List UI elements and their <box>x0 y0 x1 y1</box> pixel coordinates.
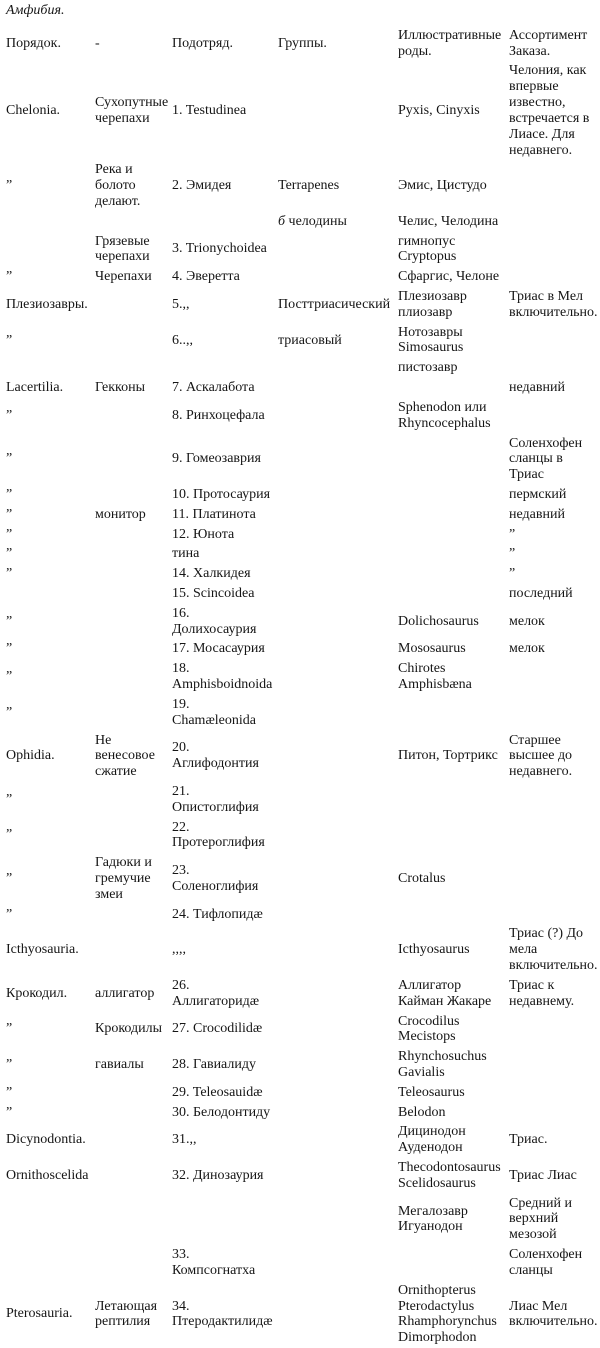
table-row <box>6 564 600 584</box>
table-cell <box>398 564 509 584</box>
table-row <box>6 378 600 398</box>
table-cell <box>398 782 509 818</box>
table-cell: Лиас Мел включительно. <box>509 1298 598 1330</box>
table-cell: ” <box>6 1057 13 1073</box>
table-cell: 8. Ринхоцефала <box>172 407 265 423</box>
column-header: Ассортимент Заказа. <box>509 27 588 59</box>
table-cell: Pterosauria. <box>6 1306 73 1322</box>
table-cell: недавний <box>509 380 565 396</box>
table-cell <box>6 212 95 232</box>
table-cell <box>278 1012 398 1048</box>
table-cell: пистозавр <box>398 360 458 376</box>
table-cell <box>95 525 172 545</box>
table-cell <box>95 485 172 505</box>
table-cell: монитор <box>95 506 146 522</box>
table-row <box>6 160 600 211</box>
table-cell: 5.,, <box>172 296 190 312</box>
table-cell: 29. Teleosauidæ <box>172 1084 263 1100</box>
table-cell <box>278 1083 398 1103</box>
table-cell <box>398 525 509 545</box>
table-cell <box>278 434 398 485</box>
table-cell <box>509 695 600 731</box>
table-cell: мелок <box>509 641 545 657</box>
table-cell <box>95 323 172 359</box>
table-cell: мелок <box>509 613 545 629</box>
table-cell: Гекконы <box>95 380 146 396</box>
table-cell: ” <box>6 546 13 562</box>
table-cell: аллигатор <box>95 985 155 1001</box>
table-cell: 30. Белодонтиду <box>172 1104 271 1120</box>
table-cell: 16. Долихосаурия <box>172 605 257 637</box>
table-cell <box>509 1083 600 1103</box>
table-cell: 4. Эверетта <box>172 269 240 285</box>
table-cell: Челония, как впервые известно, встречается в Лиасе. Для недавнего. <box>509 63 590 158</box>
column-header: Подотряд. <box>172 35 233 51</box>
table-cell: ” <box>509 566 516 582</box>
table-cell: Belodon <box>398 1104 446 1120</box>
table-cell: 17. Мосасаурия <box>172 641 265 657</box>
table-cell: 19. Chamæleonida <box>172 696 256 728</box>
table-cell <box>6 584 95 604</box>
table-cell <box>278 782 398 818</box>
table-cell: Триас (?) До мела включительно. <box>509 926 598 974</box>
table-row <box>6 782 600 818</box>
table-cell <box>172 358 278 378</box>
table-cell <box>278 639 398 659</box>
table-row <box>6 584 600 604</box>
table-cell: Icthyosaurus <box>398 942 470 958</box>
table-cell <box>95 584 172 604</box>
table-row <box>6 398 600 434</box>
table-cell: Thecodontosaurus Scelidosaurus <box>398 1160 501 1191</box>
table-cell: Ophidia. <box>6 748 55 764</box>
table-cell <box>278 1047 398 1083</box>
table-cell: ” <box>6 906 13 922</box>
table-cell: Дицинодон Ауденодон <box>398 1124 466 1156</box>
table-cell: Гадюки и гремучие змеи <box>95 855 152 902</box>
table-cell: 28. Гавиалиду <box>172 1057 256 1073</box>
table-cell <box>172 1194 278 1245</box>
table-cell: ” <box>509 526 516 542</box>
table-cell: ” <box>6 1104 13 1120</box>
table-cell <box>278 905 398 925</box>
table-cell <box>509 212 600 232</box>
table-cell <box>278 232 398 268</box>
table-cell: ” <box>6 1021 13 1037</box>
table-cell <box>278 924 398 975</box>
table-cell <box>95 1122 172 1158</box>
table-cell <box>278 604 398 640</box>
table-cell: Не венесовое сжатие <box>95 732 155 780</box>
table-cell <box>278 1103 398 1123</box>
table-cell: 21. Опистоглифия <box>172 783 259 815</box>
table-cell <box>509 659 600 695</box>
column-header: - <box>95 35 100 51</box>
table-row <box>6 505 600 525</box>
table-cell: Chirotes Amphisbæna <box>398 661 472 693</box>
table-cell: Эмис, Цистудо <box>398 178 487 194</box>
table-row <box>6 358 600 378</box>
table-cell <box>278 1281 398 1348</box>
table-cell: Teleosaurus <box>398 1084 465 1100</box>
table-cell: Ornithopterus Pterodactylus Rhamphorynchus Dimorphodon <box>398 1282 497 1346</box>
table-cell: 7. Аскалабота <box>172 380 255 396</box>
table-cell <box>95 1083 172 1103</box>
table-cell <box>278 544 398 564</box>
table-cell <box>278 61 398 160</box>
table-cell <box>95 398 172 434</box>
table-cell: Pyxis, Cinyxis <box>398 102 480 118</box>
table-row <box>6 1103 600 1123</box>
table-cell: Триас к недавнему. <box>509 977 575 1009</box>
table-cell: гавиалы <box>95 1057 144 1073</box>
table-cell: ” <box>6 269 13 285</box>
table-cell <box>398 1245 509 1281</box>
table-cell: недавний <box>509 506 565 522</box>
table-cell <box>278 1158 398 1194</box>
table-cell <box>278 1245 398 1281</box>
table-cell <box>95 695 172 731</box>
table-cell <box>278 1122 398 1158</box>
classification-table <box>6 26 600 1348</box>
table-cell: Триас. <box>509 1132 548 1148</box>
table-cell <box>278 1194 398 1245</box>
table-cell <box>95 1103 172 1123</box>
table-row <box>6 61 600 160</box>
table-cell <box>278 525 398 545</box>
table-cell <box>6 1245 95 1281</box>
table-cell: ” <box>6 566 13 582</box>
table-cell: ” <box>6 613 13 629</box>
table-cell <box>95 1245 172 1281</box>
table-cell: ,,,, <box>172 942 186 958</box>
table-cell <box>95 659 172 695</box>
table-cell <box>278 564 398 584</box>
table-cell: ” <box>6 486 13 502</box>
table-cell <box>278 818 398 854</box>
table-cell <box>509 267 600 287</box>
table-cell: Нотозавры Simosaurus <box>398 324 464 356</box>
table-cell: 22. Протероглифия <box>172 819 265 851</box>
table-cell: 18. Amphisboidnoida <box>172 661 273 693</box>
table-cell <box>95 1158 172 1194</box>
table-cell: 11. Платинота <box>172 506 256 522</box>
table-cell <box>278 505 398 525</box>
table-cell: 6..,, <box>172 332 193 348</box>
table-body <box>6 61 600 1348</box>
table-cell: Питон, Тортрикс <box>398 748 498 764</box>
table-cell: б челодины <box>278 213 347 229</box>
table-cell <box>398 544 509 564</box>
table-row <box>6 905 600 925</box>
table-row <box>6 1245 600 1281</box>
table-row <box>6 1012 600 1048</box>
table-cell <box>278 584 398 604</box>
table-cell: 24. Тифлопидæ <box>172 906 263 922</box>
table-row <box>6 818 600 854</box>
column-header: Иллюстративные роды. <box>398 27 502 59</box>
table-cell: Река и болото делают. <box>95 162 141 209</box>
table-cell <box>398 485 509 505</box>
table-cell <box>278 659 398 695</box>
table-cell: ” <box>6 451 13 467</box>
table-row <box>6 1047 600 1083</box>
table-cell: Аллигатор Кайман Жакаре <box>398 977 492 1009</box>
table-cell <box>278 976 398 1012</box>
table-cell <box>398 905 509 925</box>
table-cell <box>95 287 172 323</box>
table-cell <box>509 782 600 818</box>
table-cell: ” <box>6 332 13 348</box>
table-cell: 12. Юнота <box>172 526 235 542</box>
table-header-row <box>6 26 600 62</box>
table-cell: Icthyosauria. <box>6 942 79 958</box>
table-row <box>6 1281 600 1348</box>
table-cell: Chelonia. <box>6 102 61 118</box>
table-cell: Lacertilia. <box>6 380 64 396</box>
table-cell: 15. Scincoidea <box>172 586 255 601</box>
table-cell <box>278 267 398 287</box>
table-cell <box>398 505 509 525</box>
table-cell <box>6 1194 95 1245</box>
table-cell: Крокодил. <box>6 985 68 1001</box>
table-cell: 34. Птеродактилидæ <box>172 1298 273 1330</box>
page-title: Амфибия. <box>6 3 65 18</box>
table-row <box>6 287 600 323</box>
table-cell: Dicynodontia. <box>6 1132 86 1148</box>
table-cell: последний <box>509 586 573 601</box>
table-cell <box>278 731 398 782</box>
table-cell: Сухопутные черепахи <box>95 95 169 126</box>
table-cell <box>172 212 278 232</box>
table-cell: 9. Гомеозаврия <box>172 451 261 467</box>
table-cell: Челис, Челодина <box>398 213 499 229</box>
table-row <box>6 853 600 904</box>
table-cell: Rhynchosuchus Gavialis <box>398 1049 487 1080</box>
table-cell: Mososaurus <box>398 641 466 657</box>
table-cell: Грязевые черепахи <box>95 233 150 265</box>
table-cell: Старшее высшее до недавнего. <box>509 732 573 780</box>
table-cell: триасовый <box>278 332 342 348</box>
table-cell <box>6 358 95 378</box>
table-row <box>6 544 600 564</box>
table-row <box>6 604 600 640</box>
table-cell: 10. Протосаурия <box>172 486 271 502</box>
table-cell: ” <box>6 407 13 423</box>
table-cell <box>509 398 600 434</box>
table-cell <box>95 1194 172 1245</box>
table-row <box>6 1083 600 1103</box>
table-cell: ” <box>6 526 13 542</box>
table-cell: Триас в Мел включительно. <box>509 289 598 320</box>
column-header: Порядок. <box>6 35 61 51</box>
table-row <box>6 485 600 505</box>
table-cell: Соленхофен сланцы в Триас <box>509 435 583 483</box>
table-cell: тина <box>172 546 200 562</box>
table-cell: 33. Компсогнатха <box>172 1247 256 1278</box>
table-cell: Dolichosaurus <box>398 613 479 629</box>
table-cell: ” <box>509 546 516 562</box>
table-cell: Триас Лиас <box>509 1167 577 1183</box>
table-row <box>6 976 600 1012</box>
table-cell: ” <box>6 791 13 807</box>
table-row <box>6 924 600 975</box>
table-cell: ” <box>6 641 13 657</box>
table-cell <box>509 1047 600 1083</box>
table-cell: пермский <box>509 486 567 502</box>
table-row <box>6 639 600 659</box>
table-row <box>6 232 600 268</box>
table-cell: Crocodilus Mecistops <box>398 1013 460 1045</box>
table-cell: 32. Динозаурия <box>172 1167 264 1183</box>
table-cell: Мегалозавр Игуанодон <box>398 1203 468 1235</box>
table-cell <box>278 378 398 398</box>
table-row <box>6 1194 600 1245</box>
table-cell <box>95 818 172 854</box>
table-row <box>6 267 600 287</box>
table-row <box>6 1122 600 1158</box>
table-cell <box>95 358 172 378</box>
table-cell <box>95 434 172 485</box>
table-cell <box>95 639 172 659</box>
table-cell: Средний и верхний мезозой <box>509 1195 572 1243</box>
table-cell: Посттриасический <box>278 296 391 312</box>
table-cell: 26. Аллигаторидæ <box>172 977 260 1009</box>
table-row <box>6 695 600 731</box>
table-row <box>6 525 600 545</box>
table-cell <box>95 604 172 640</box>
table-cell: ” <box>6 1084 13 1100</box>
table-cell <box>278 398 398 434</box>
table-cell: ” <box>6 669 13 685</box>
table-cell: 20. Аглифодонтия <box>172 740 259 772</box>
table-cell <box>509 323 600 359</box>
table-cell: Sphenodon или Rhyncocephalus <box>398 399 491 431</box>
table-cell <box>95 905 172 925</box>
table-row <box>6 323 600 359</box>
table-cell <box>95 782 172 818</box>
table-cell <box>95 544 172 564</box>
table-cell <box>398 378 509 398</box>
table-row <box>6 659 600 695</box>
table-cell: ” <box>6 704 13 720</box>
table-cell: 27. Crocodilidæ <box>172 1021 263 1037</box>
table-row <box>6 212 600 232</box>
table-cell <box>509 1103 600 1123</box>
table-cell <box>95 924 172 975</box>
italic-marker: б <box>278 213 286 229</box>
table-cell: Terrapenes <box>278 178 340 194</box>
table-cell: ” <box>6 827 13 843</box>
table-cell: ” <box>6 871 13 886</box>
table-cell: Ornithoscelida <box>6 1167 89 1183</box>
table-cell <box>278 853 398 904</box>
table-cell: Плезиозавр плиозавр <box>398 289 467 320</box>
table-cell: Crotalus <box>398 871 446 886</box>
table-cell: 23. Соленоглифия <box>172 863 259 894</box>
column-header: Группы. <box>278 35 327 51</box>
table-cell <box>278 695 398 731</box>
table-row <box>6 731 600 782</box>
table-cell: 1. Testudinea <box>172 102 247 118</box>
table-cell <box>509 232 600 268</box>
table-cell: 3. Trionychoidea <box>172 241 267 257</box>
table-cell: гимнопус Cryptopus <box>398 233 457 265</box>
table-cell: Черепахи <box>95 269 152 285</box>
table-row <box>6 1158 600 1194</box>
table-cell <box>95 212 172 232</box>
table-cell: ” <box>6 178 13 194</box>
table-cell <box>278 358 398 378</box>
table-cell: 14. Халкидея <box>172 566 251 582</box>
table-cell <box>95 564 172 584</box>
table-cell <box>398 818 509 854</box>
table-cell: Сфаргис, Челоне <box>398 269 500 285</box>
table-cell <box>509 818 600 854</box>
table-cell: Соленхофен сланцы <box>509 1247 583 1278</box>
table-cell <box>509 1012 600 1048</box>
table-cell <box>509 358 600 378</box>
table-cell <box>509 160 600 211</box>
table-cell <box>509 853 600 904</box>
table-cell <box>398 584 509 604</box>
table-cell: 2. Эмидея <box>172 178 232 194</box>
table-row <box>6 434 600 485</box>
table-cell <box>398 434 509 485</box>
table-cell: Плезиозавры. <box>6 296 88 312</box>
table-cell: Летающая рептилия <box>95 1298 158 1330</box>
table-cell <box>278 485 398 505</box>
table-cell <box>509 905 600 925</box>
table-header <box>6 26 600 62</box>
table-cell: Крокодилы <box>95 1021 163 1037</box>
table-cell: ” <box>6 506 13 522</box>
table-cell <box>6 232 95 268</box>
table-cell <box>398 695 509 731</box>
table-cell: 31.,, <box>172 1132 197 1148</box>
